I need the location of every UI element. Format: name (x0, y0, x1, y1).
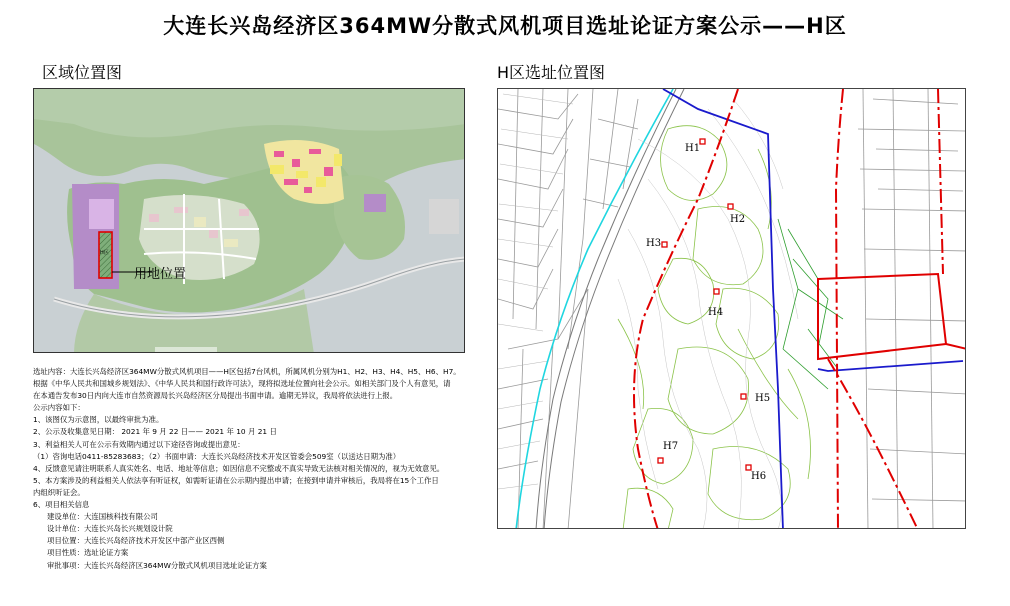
site-tag-label: H区 (100, 250, 109, 256)
notice-line: 内组织听证会。 (33, 487, 85, 497)
turbine-label-h7: H7 (663, 441, 679, 452)
notice-line: 选址内容：大连长兴岛经济区364MW分散式风机项目——H区包括7台风机，所属风机分别为H1、H2、H3、H4、H5、H6、H7。 (33, 367, 461, 376)
region-map-graphic (34, 89, 465, 353)
site-map-title: H区选址位置图 (497, 63, 606, 82)
turbine-label-h2: H2 (730, 214, 746, 225)
project-info-line: 审批事项：大连长兴岛经济区364MW分散式风机项目选址论证方案 (47, 560, 267, 570)
project-info-line: 项目位置：大连长兴岛经济技术开发区中部产业区西侧 (47, 536, 225, 546)
notice-line: 4、反馈意见请注明联系人真实姓名、电话、地址等信息；如因信息不完整或不真实导致无法核对相关情况的，视为无效意见。 (33, 463, 445, 473)
public-notice-text (33, 366, 473, 572)
site-location-label: 用地位置 (134, 267, 187, 282)
project-info-line: 项目性质：选址论证方案 (47, 548, 129, 558)
notice-line: （1）咨询电话0411-85283683；（2）书面申请：大连长兴岛经济技术开发区管委会509室（以送达日期为准） (33, 451, 401, 461)
turbine-label-h6: H6 (751, 471, 767, 482)
turbine-label-h4: H4 (708, 307, 724, 318)
notice-line: 6、项目相关信息 (33, 500, 90, 510)
site-label-background (155, 347, 217, 353)
turbine-label-h3: H3 (646, 238, 662, 249)
region-map-title: 区域位置图 (42, 63, 123, 82)
notice-line: 2、公示及收集意见日期： 2021 年 9 月 22 日—— 2021 年 10 月 21 日 (33, 427, 277, 437)
notice-line: 公示内容如下： (33, 403, 85, 413)
notice-line: 5、本方案涉及的利益相关人依法享有听证权，如需听证请在公示期内提出申请；在接到申请并审核后，我局将在15个工作日 (33, 475, 439, 485)
notice-line: 在本通告发布30日内向大连市自然资源局长兴岛经济区分局提出书面申请。逾期无异议，我局将依法进行上报。 (33, 391, 398, 401)
region-location-map[interactable] (33, 88, 465, 353)
page-title: 大连长兴岛经济区364MW分散式风机项目选址论证方案公示——H区 (163, 14, 847, 38)
notice-line: 3、利益相关人可在公示有效期内通过以下途径咨询或提出意见： (33, 439, 245, 449)
project-info-line: 建设单位：大连国核科技有限公司 (47, 512, 158, 522)
notice-line: 根据《中华人民共和国城乡规划法》、《中华人民共和国行政许可法》，现将拟选址位置向社会公示。如相关部门及个人有意见，请 (33, 379, 451, 389)
project-info-line: 设计单位：大连长兴岛长兴规划设计院 (47, 524, 173, 534)
notice-line: 1、该图仅为示意图，以最终审批为准。 (33, 415, 164, 425)
turbine-label-h5: H5 (755, 393, 771, 404)
turbine-label-h1: H1 (685, 143, 701, 154)
site-location-map[interactable] (497, 88, 966, 529)
site-map-graphic (498, 89, 966, 529)
